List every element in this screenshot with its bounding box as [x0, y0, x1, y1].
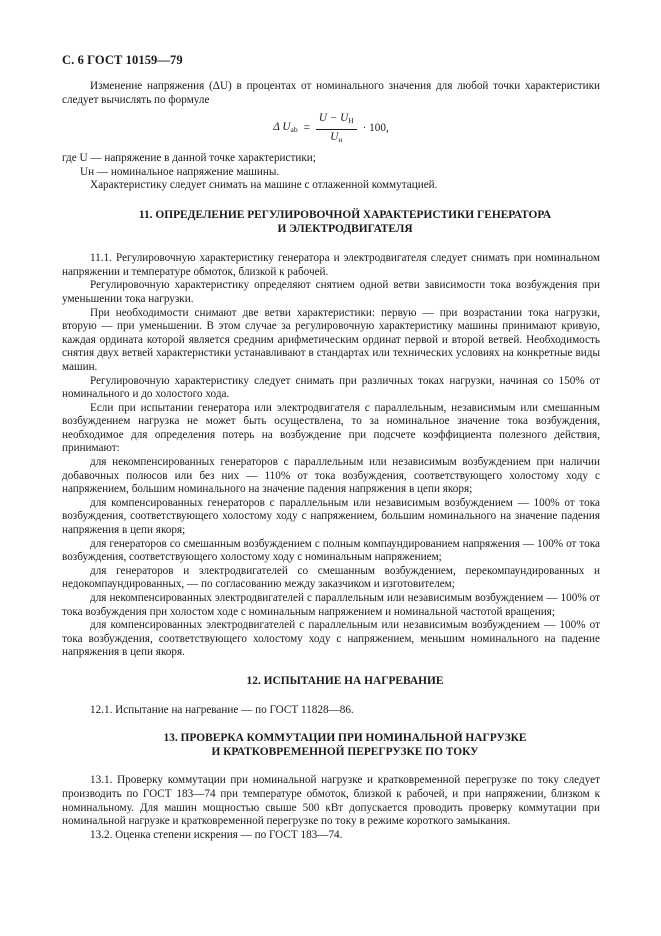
where-line-2: Uн — номинальное напряжение машины.	[80, 165, 280, 178]
section-11-heading-line-2: И ЭЛЕКТРОДВИГАТЕЛЯ	[277, 222, 413, 235]
section-11-paragraph: для компенсированных генераторов с параллельным или независимым возбуждением — 100% от тока возбуждения, соответствующего холостому ходу с напряжением, большим номинального на значение падения напряжения в цепи якоря;	[62, 496, 600, 537]
section-13-heading-line-1: 13. ПРОВЕРКА КОММУТАЦИИ ПРИ НОМИНАЛЬНОЙ НАГРУЗКЕ	[163, 732, 527, 745]
section-13-paragraph: 13.2. Оценка степени искрения — по ГОСТ 183—74.	[90, 828, 343, 841]
where-line-1: где U — напряжение в данной точке характеристики;	[62, 152, 316, 165]
formula-fraction	[316, 112, 357, 146]
section-11-paragraph: для генераторов со смешанным возбуждением с полным компаундированием напряжения — 100% от тока возбуждения, соответствующего холостому ходу с номинальным напряжением;	[62, 537, 600, 564]
formula-numerator: $U - U_H$	[316, 112, 357, 130]
intro-paragraph: Изменение напряжения (ΔU) в процентах от номинального значения для любой точки характеристики следует вычислять по формуле	[62, 80, 600, 106]
formula-equals: =	[303, 122, 310, 135]
section-11-paragraph: для некомпенсированных электродвигателей с параллельным или независимым возбуждением — 100% от тока возбуждения при холостом ходе с номинальным напряжением и номинальной частотой вращения;	[62, 592, 600, 618]
section-13-heading-line-2: И КРАТКОВРЕМЕННОЙ ПЕРЕГРУЗКЕ ПО ТОКУ	[211, 745, 479, 758]
formula	[62, 112, 600, 148]
page-header: С. 6 ГОСТ 10159—79	[62, 53, 183, 67]
section-11-paragraph: для генераторов и электродвигателей со смешанным возбуждением, перекомпаундированных и недокомпаундированных, — по согласованию между заказчиком и изготовителем;	[62, 564, 600, 591]
section-11-paragraph: Если при испытании генератора или электродвигателя с параллельным, независимым или смешанным возбуждением нагрузка не может быть осуществлена, то за номинальное значение тока возбуждения, необходимое для определения потерь на возбуждение при подсчете коэффициента полезного действия, принимают:	[62, 401, 600, 455]
section-11-paragraph: для некомпенсированных генераторов с параллельным или независимым возбуждением при наличии добавочных полюсов или без них — 110% от тока возбуждения, соответствующего холостому ходу с напряжением, большим номинального на значение падения напряжения в цепи якоря;	[62, 456, 600, 496]
section-12-heading: 12. ИСПЫТАНИЕ НА НАГРЕВАНИЕ	[246, 674, 444, 687]
section-11-paragraph: Регулировочную характеристику следует снимать при различных токах нагрузки, начиная со 150% от номинального и до холостого хода.	[62, 374, 600, 401]
section-11-paragraph: При необходимости снимают две ветви характеристики: первую — при возрастании тока нагрузки, вторую — при уменьшении. В этом случае за регулировочную характеристику машины принимают кривую, каждая ордината которой является средним арифметическим ординат первой и второй ветвей. Необходимость снятия двух ветвей характеристики устанавливают в стандартах или технических условиях на конкретные виды машин.	[62, 306, 600, 373]
formula-rhs: · 100,	[362, 122, 389, 135]
section-11-paragraph: 11.1. Регулировочную характеристику генератора и электродвигателя следует снимать при номинальном напряжении и температуре обмоток, близкой к рабочей.	[62, 252, 600, 278]
formula-lhs: Δ $U_{ab}$	[273, 121, 298, 135]
intro-paragraph-2: Характеристику следует снимать на машине с отлаженной коммутацией.	[90, 179, 438, 192]
formula-denominator: $U_н$	[330, 130, 343, 144]
section-11-heading-line-1: 11. ОПРЕДЕЛЕНИЕ РЕГУЛИРОВОЧНОЙ ХАРАКТЕРИСТИКИ ГЕНЕРАТОРА	[138, 208, 552, 221]
section-11-paragraph: Регулировочную характеристику определяют снятием одной ветви зависимости тока возбуждения при уменьшении тока нагрузки.	[62, 279, 600, 305]
page-content	[62, 80, 600, 842]
section-13-paragraph: 13.1. Проверку коммутации при номинальной нагрузке и кратковременной перегрузке по току следует производить по ГОСТ 183—74 при температуре обмоток, близкой к рабочей, и при напряжении, близком к номинальному. Для машин мощностью свыше 500 кВт допускается проводить проверку коммутации при номинальной нагрузке и кратковременной перегрузке по току в режиме короткого замыкания.	[62, 774, 600, 828]
section-11-paragraph: для компенсированных электродвигателей с параллельным или независимым возбуждением — 100% от тока возбуждения, соответствующего холостому ходу с напряжением, меньшим номинального на падение напряжения в цепи якоря.	[62, 619, 600, 659]
section-12-paragraph: 12.1. Испытание на нагревание — по ГОСТ 11828—86.	[90, 703, 354, 716]
